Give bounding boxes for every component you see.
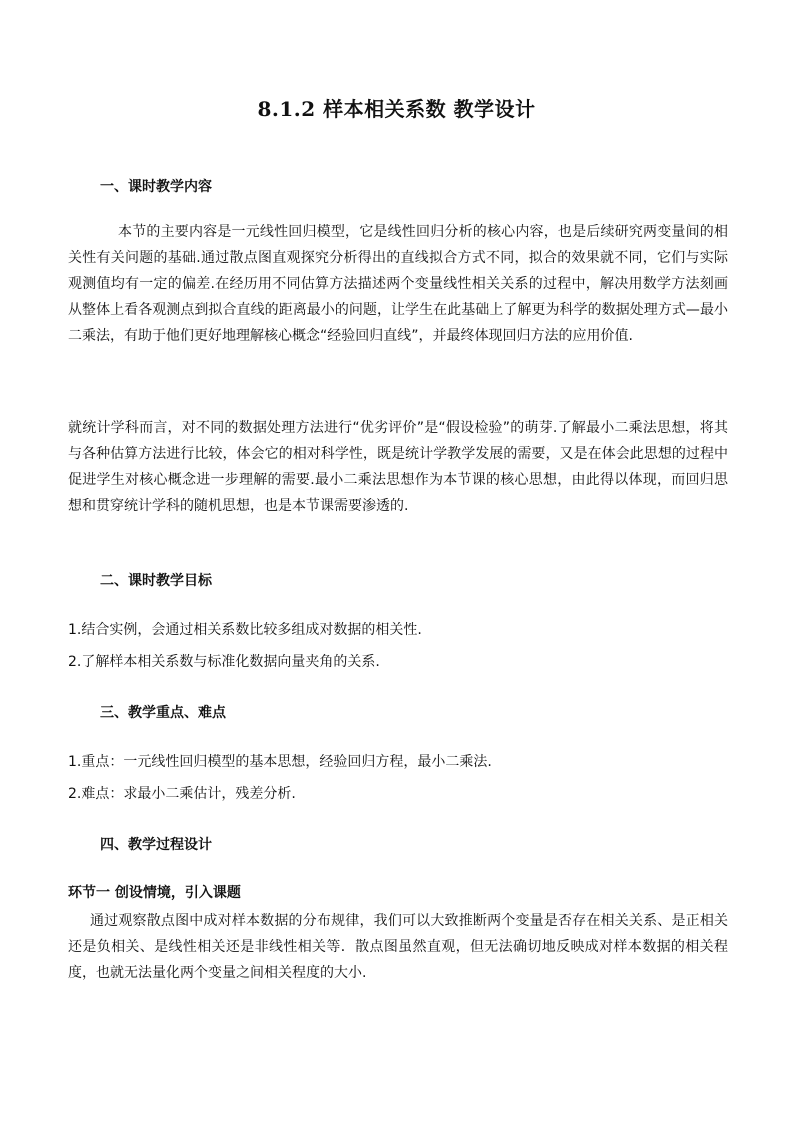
key-point-item-2: 2.难点：求最小二乘估计，残差分析.: [68, 786, 296, 802]
section-heading-key-points: 三、教学重点、难点: [100, 705, 226, 721]
paragraph-content-1: 本节的主要内容是一元线性回归模型，它是线性回归分析的核心内容，也是后续研究两变量间的相关性有关问题的基础.通过散点图直观探究分析得出的直线拟合方式不同，拟合的效果就不同，它们与实际观测值均有一定的偏差.在经历用不同估算方法描述两个变量线性相关关系的过程中，解决用数学方法刻画从整体上看各观测点到拟合直线的距离最小的问题，让学生在此基础上了解更为科学的数据处理方式—最小二乘法，有助于他们更好地理解核心概念“经验回归直线”，并最终体现回归方法的应用价值.: [68, 224, 728, 344]
objective-item-2: 2.了解样本相关系数与标准化数据向量夹角的关系.: [68, 654, 380, 670]
paragraph-step-1: 通过观察散点图中成对样本数据的分布规律，我们可以大致推断两个变量是否存在相关关系、是正相关还是负相关、是线性相关还是非线性相关等．散点图虽然直观，但无法确切地反映成对样本数据的相关程度，也就无法量化两个变量之间相关程度的大小.: [68, 913, 728, 981]
paragraph-content-2: 就统计学科而言，对不同的数据处理方法进行“优劣评价”是“假设检验”的萌芽.了解最小二乘法思想，将其与各种估算方法进行比较，体会它的相对科学性，既是统计学教学发展的需要，又是在体会此思想的过程中促进学生对核心概念进一步理解的需要.最小二乘法思想作为本节课的核心思想，由此得以体现，而回归思想和贯穿统计学科的随机思想，也是本节课需要渗透的.: [68, 420, 728, 514]
section-heading-content: 一、课时教学内容: [100, 179, 212, 195]
key-point-item-1: 1.重点：一元线性回归模型的基本思想，经验回归方程，最小二乘法.: [68, 754, 492, 770]
section-heading-objectives: 二、课时教学目标: [100, 573, 212, 589]
step-heading-1: 环节一 创设情境，引入课题: [68, 885, 241, 901]
section-heading-process: 四、教学过程设计: [100, 837, 212, 853]
objective-item-1: 1.结合实例，会通过相关系数比较多组成对数据的相关性.: [68, 622, 422, 638]
document-title: 8.1.2 样本相关系数 教学设计: [257, 97, 536, 121]
